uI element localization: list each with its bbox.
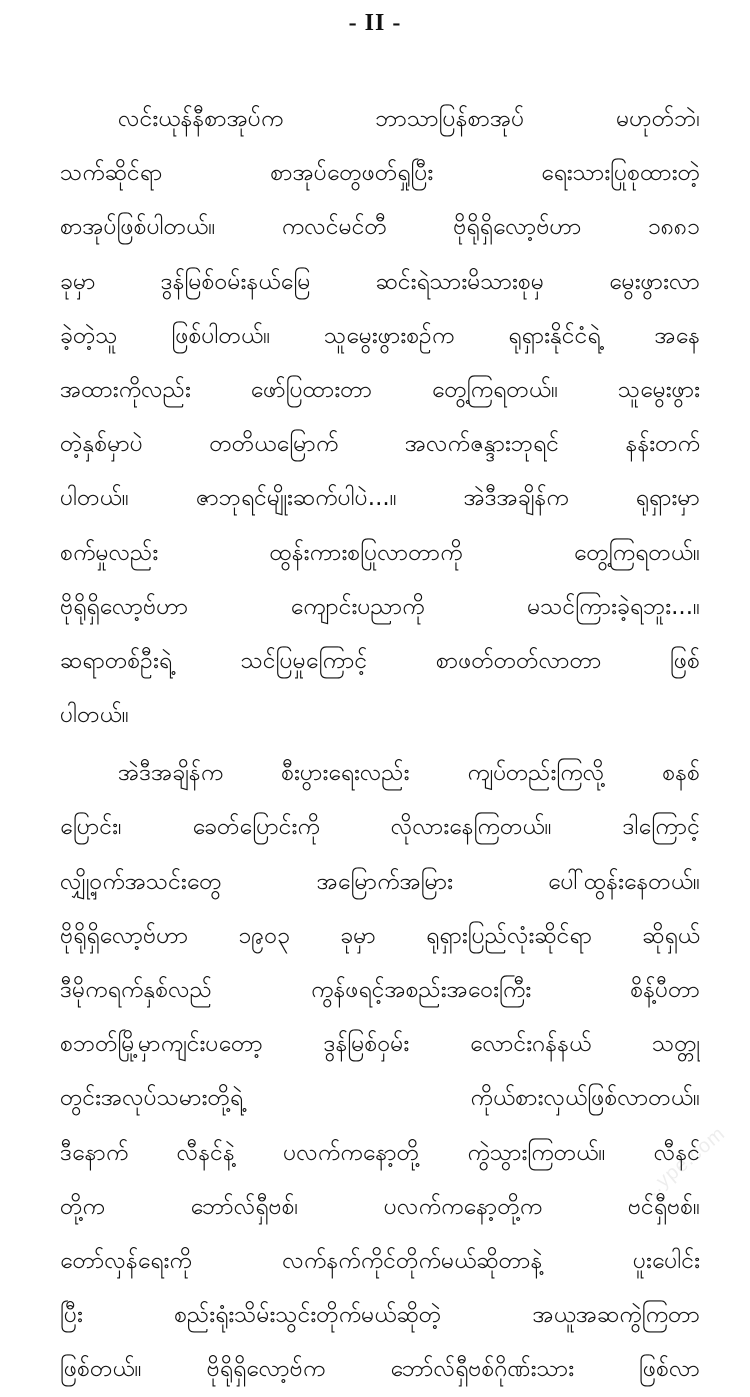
text-line: ပါတယ်။ (60, 702, 129, 729)
text-line: လျှို့ဝှက်အသင်းတွေ အမြောက်အမြား ပေါ်ထွန်းနေတယ်။ (60, 868, 700, 895)
text-line: အထားကိုလည်း ဖော်ပြထားတာ တွေ့ကြရတယ်။ သူမွေးဖွား (60, 376, 700, 403)
text-line: စာအုပ်ဖြစ်ပါတယ်။ ကလင်မင်တီ ဗိုရိုရှိလော့ဗ်ဟာ ၁၈၈၁ (60, 214, 700, 241)
text-line: ဗိုရိုရှိလော့ဗ်ဟာ ကျောင်းပညာကို မသင်ကြားခဲ့ရဘူး...။ (60, 593, 700, 620)
text-line: ပါတယ်။ ဇာဘုရင်မျိုးဆက်ပါပဲ...။ အဲဒီအချိန်က ရုရှားမှာ (60, 485, 700, 512)
text-line: တို့က ဘော်လ်ရှီဗစ်၊ ပလက်ကနော့တို့က ဗင်ရှီဗစ်။ (60, 1193, 700, 1220)
text-line: ခုမှာ ဒွန်မြစ်ဝမ်းနယ်မြေ ဆင်းရဲသားမိသားစုမှ မွေးဖွားလာ (60, 268, 700, 295)
text-line: တွင်းအလုပ်သမားတို့ရဲ့ ကိုယ်စားလှယ်ဖြစ်လာတယ်။ (60, 1085, 700, 1112)
text-line: တဲ့နှစ်မှာပဲ တတိယမြောက် အလက်ဇန္ဒားဘုရင် နန်းတက် (60, 431, 700, 458)
text-line: စဘတ်မြို့မှာကျင်းပတော့ ဒွန်မြစ်ဝှမ်း လောင်းဂန်နယ် သတ္တု (60, 1031, 700, 1058)
watermark: ...ype.com (636, 1122, 730, 1205)
text-line: ဆရာတစ်ဦးရဲ့ သင်ပြမှုကြောင့် စာဖတ်တတ်လာတာ ဖြစ် (60, 647, 700, 674)
text-line: စက်မှုလည်း ထွန်းကားစပြုလာတာကို တွေ့ကြရတယ်။ (60, 539, 700, 566)
text-line: ဖြစ်တယ်။ ဗိုရိုရှိလော့ဗ်က ဘော်လ်ရှီဗစ်ဂိုဏ်းသား ဖြစ်လာ (60, 1356, 700, 1383)
text-line: ခဲ့တဲ့သူ ဖြစ်ပါတယ်။ သူမွေးဖွားစဉ်က ရုရှားနိုင်ငံရဲ့ အနေ (60, 322, 700, 349)
text-line: ဗိုရိုရှိလော့ဗ်ဟာ ၁၉၀၃ ခုမှာ ရုရှားပြည်လုံးဆိုင်ရာ ဆိုရှယ် (60, 922, 700, 949)
text-line: လင်းယုန်နီစာအုပ်က ဘာသာပြန်စာအုပ် မဟုတ်ဘဲ၊ (118, 106, 700, 132)
text-line: တော်လှန်ရေးကို လက်နက်ကိုင်တိုက်မယ်ဆိုတာနဲ့ ပူးပေါင်း (60, 1247, 700, 1274)
paragraph-1 (60, 92, 700, 742)
text-line: ပြီး စည်းရုံးသိမ်းသွင်းတိုက်မယ်ဆိုတဲ့ အယူအဆကွဲကြတာ (60, 1302, 700, 1329)
text-line: ဒီနောက် လီနင်နဲ့ ပလက်ကနော့တို့ ကွဲသွားကြတယ်။ လီနင် (60, 1139, 700, 1166)
text-line: အဲဒီအချိန်က စီးပွားရေးလည်း ကျပ်တည်းကြလို့ စနစ် (118, 760, 700, 787)
text-line: သက်ဆိုင်ရာ စာအုပ်တွေဖတ်ရှုပြီး ရေးသားပြုစုထားတဲ့ (60, 160, 700, 187)
text-line: ပြောင်း၊ ခေတ်ပြောင်းကို လိုလားနေကြတယ်။ ဒါကြောင့် (60, 814, 700, 841)
page-number: - II - (348, 10, 402, 36)
body-text (60, 92, 700, 1397)
text-line: ဒီမိုကရက်နှစ်လည် ကွန်ဖရင့်အစည်းအဝေးကြီး စိန့်ပီတာ (60, 977, 700, 1003)
paragraph-2 (60, 746, 700, 1396)
